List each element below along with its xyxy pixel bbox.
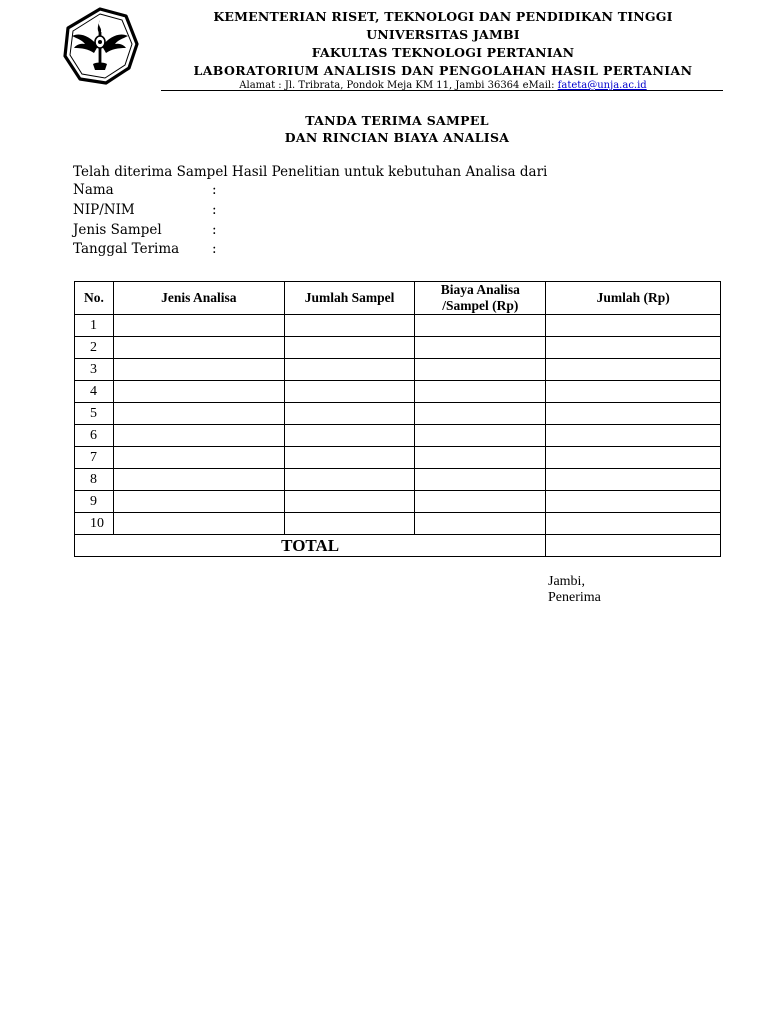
analysis-cost-table (74, 281, 721, 557)
title-line-1: TANDA TERIMA SAMPEL (305, 113, 489, 128)
table-row (75, 337, 721, 359)
row-number: 9 (75, 491, 114, 513)
table-row (75, 447, 721, 469)
letterhead-divider (161, 90, 723, 91)
table-header-row (75, 282, 721, 315)
table-row (75, 425, 721, 447)
field-label: Nama (73, 182, 114, 198)
cell-biaya-analisa[interactable] (415, 381, 546, 403)
address-text: Alamat : Jl. Tribrata, Pondok Meja KM 11, Jambi 36364 eMail: (239, 80, 558, 91)
row-number: 10 (75, 513, 114, 535)
row-number: 8 (75, 469, 114, 491)
cell-jumlah-rp[interactable] (546, 359, 721, 381)
cell-jumlah-rp[interactable] (546, 425, 721, 447)
header-jumlah-sampel: Jumlah Sampel (284, 282, 415, 315)
field-separator: : (212, 201, 217, 218)
total-row (75, 535, 721, 557)
table-row (75, 403, 721, 425)
cell-jumlah-rp[interactable] (546, 513, 721, 535)
cell-jenis-analisa[interactable] (113, 337, 284, 359)
field-label: NIP/NIM (73, 201, 135, 218)
header-no: No. (75, 282, 114, 315)
cell-jumlah-rp[interactable] (546, 469, 721, 491)
cell-jenis-analisa[interactable] (113, 447, 284, 469)
cell-jumlah-rp[interactable] (546, 315, 721, 337)
header-biaya-line-1: Biaya Analisa (440, 282, 520, 297)
row-number: 5 (75, 403, 114, 425)
cell-jenis-analisa[interactable] (113, 315, 284, 337)
cell-jenis-analisa[interactable] (113, 359, 284, 381)
ministry-name: KEMENTERIAN RISET, TEKNOLOGI DAN PENDIDIKAN TINGGI (213, 9, 673, 24)
total-amount-cell[interactable] (546, 535, 721, 557)
cell-jumlah-sampel[interactable] (284, 403, 415, 425)
field-nip-nim[interactable] (73, 201, 217, 221)
cell-biaya-analisa[interactable] (415, 469, 546, 491)
email-link[interactable]: fateta@unja.ac.id (557, 80, 647, 91)
cell-jenis-analisa[interactable] (113, 513, 284, 535)
row-number: 4 (75, 381, 114, 403)
cell-jumlah-sampel[interactable] (284, 315, 415, 337)
row-number: 2 (75, 337, 114, 359)
cell-biaya-analisa[interactable] (415, 425, 546, 447)
cell-jumlah-rp[interactable] (546, 337, 721, 359)
cell-jenis-analisa[interactable] (113, 469, 284, 491)
cell-jenis-analisa[interactable] (113, 403, 284, 425)
header-biaya-line-2: /Sampel (Rp) (442, 298, 519, 313)
cell-jenis-analisa[interactable] (113, 425, 284, 447)
cell-jumlah-sampel[interactable] (284, 381, 415, 403)
cell-jumlah-sampel[interactable] (284, 513, 415, 535)
table-row (75, 315, 721, 337)
title-line-2: DAN RINCIAN BIAYA ANALISA (284, 130, 510, 145)
cell-jumlah-rp[interactable] (546, 381, 721, 403)
total-label: TOTAL (75, 535, 546, 557)
cell-jumlah-sampel[interactable] (284, 425, 415, 447)
intro-text: Telah diterima Sampel Hasil Penelitian untuk kebutuhan Analisa dari (73, 164, 548, 180)
signature-block (548, 574, 601, 606)
document-title (0, 112, 768, 146)
field-separator: : (212, 241, 217, 258)
table-row (75, 381, 721, 403)
row-number: 3 (75, 359, 114, 381)
signature-role: Penerima (548, 590, 601, 605)
cell-jumlah-sampel[interactable] (284, 469, 415, 491)
cell-biaya-analisa[interactable] (415, 337, 546, 359)
cell-jumlah-rp[interactable] (546, 447, 721, 469)
cell-biaya-analisa[interactable] (415, 403, 546, 425)
row-number: 6 (75, 425, 114, 447)
row-number: 7 (75, 447, 114, 469)
table-row (75, 513, 721, 535)
cell-biaya-analisa[interactable] (415, 491, 546, 513)
table-row (75, 491, 721, 513)
cell-biaya-analisa[interactable] (415, 359, 546, 381)
cell-jumlah-rp[interactable] (546, 491, 721, 513)
cell-jumlah-rp[interactable] (546, 403, 721, 425)
university-logo-icon (60, 6, 140, 86)
cell-jenis-analisa[interactable] (113, 491, 284, 513)
cell-biaya-analisa[interactable] (415, 513, 546, 535)
cell-jumlah-sampel[interactable] (284, 337, 415, 359)
row-number: 1 (75, 315, 114, 337)
field-label: Jenis Sampel (73, 221, 162, 238)
cell-jumlah-sampel[interactable] (284, 447, 415, 469)
field-jenis-sampel[interactable] (73, 221, 217, 241)
cell-biaya-analisa[interactable] (415, 447, 546, 469)
signature-place: Jambi, (548, 574, 585, 589)
table-row (75, 359, 721, 381)
table-row (75, 469, 721, 491)
letterhead (160, 8, 726, 92)
cell-jumlah-sampel[interactable] (284, 491, 415, 513)
header-jenis-analisa: Jenis Analisa (113, 282, 284, 315)
cell-biaya-analisa[interactable] (415, 315, 546, 337)
field-nama[interactable] (73, 181, 217, 201)
laboratory-name: LABORATORIUM ANALISIS DAN PENGOLAHAN HASIL PERTANIAN (193, 63, 693, 78)
cell-jenis-analisa[interactable] (113, 381, 284, 403)
field-label: Tanggal Terima (73, 241, 180, 258)
field-tanggal-terima[interactable] (73, 240, 217, 260)
header-biaya-analisa (415, 282, 546, 315)
cell-jumlah-sampel[interactable] (284, 359, 415, 381)
field-separator: : (212, 221, 217, 238)
field-separator: : (212, 182, 217, 198)
university-name: UNIVERSITAS JAMBI (366, 27, 520, 42)
faculty-name: FAKULTAS TEKNOLOGI PERTANIAN (311, 45, 575, 60)
receipt-fields (73, 181, 217, 260)
header-jumlah-rp: Jumlah (Rp) (546, 282, 721, 315)
